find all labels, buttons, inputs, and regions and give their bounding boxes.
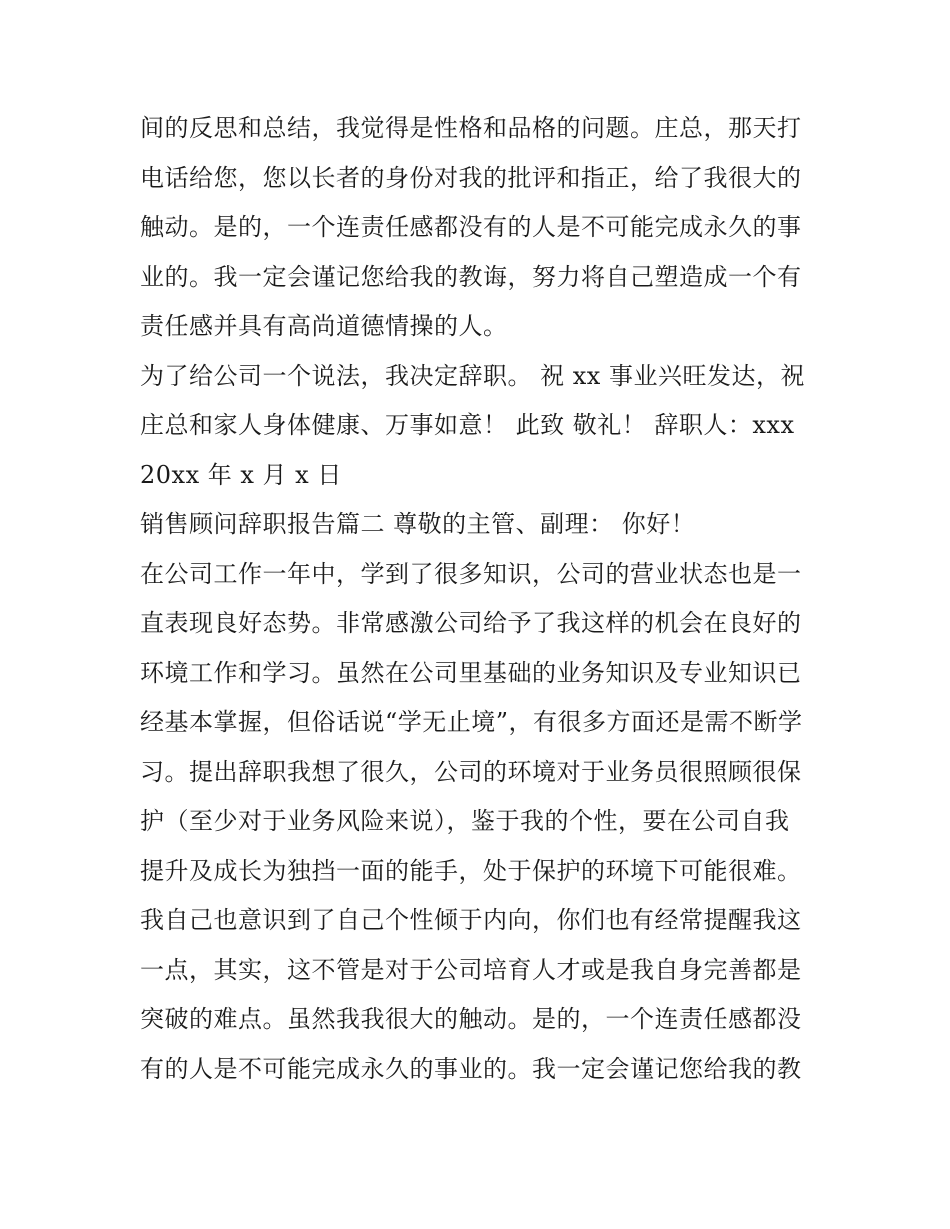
text-line: 我自己也意识到了自己个性倾于内向，你们也有经常提醒我这	[140, 906, 802, 934]
document-body	[140, 104, 820, 1094]
text-line: 触动。是的，一个连责任感都没有的人是不可能完成永久的事	[140, 213, 802, 241]
text-line: 一点，其实，这不管是对于公司培育人才或是我自身完善都是	[140, 955, 802, 984]
text-line: 间的反思和总结，我觉得是性格和品格的问题。庄总，那天打	[140, 114, 802, 142]
text-line: 护（至少对于业务风险来说），鉴于我的个性，要在公司自我	[140, 807, 790, 835]
text-line: 环境工作和学习。虽然在公司里基础的业务知识及专业知识已	[140, 658, 802, 687]
text-line: 业的。我一定会谨记您给我的教诲，努力将自己塑造成一个有	[140, 262, 802, 291]
section-heading: 销售顾问辞职报告篇二 尊敬的主管、副理： 你好！	[140, 510, 696, 538]
text-line: 在公司工作一年中，学到了很多知识，公司的营业状态也是一	[140, 559, 802, 588]
text-line: 经基本掌握，但俗话说“学无止境”，有很多方面还是需不断学	[140, 708, 803, 736]
text-line: 庄总和家人身体健康、万事如意！ 此致 敬礼！ 辞职人：xxx	[140, 411, 795, 439]
text-line: 为了给公司一个说法，我决定辞职。 祝 xx 事业兴旺发达，祝	[140, 361, 805, 390]
text-line: 直表现良好态势。非常感激公司给予了我这样的机会在良好的	[140, 609, 802, 637]
date-line: 20xx 年 x 月 x 日	[140, 460, 342, 489]
text-line: 习。提出辞职我想了很久，公司的环境对于业务员很照顾很保	[140, 757, 802, 786]
text-line: 提升及成长为独挡一面的能手，处于保护的环境下可能很难。	[140, 856, 802, 885]
text-line: 责任感并具有高尚道德情操的人。	[140, 312, 508, 340]
text-line: 突破的难点。虽然我我很大的触动。是的，一个连责任感都没	[140, 1005, 802, 1033]
text-line: 有的人是不可能完成永久的事业的。我一定会谨记您给我的教	[140, 1054, 802, 1083]
text-line: 电话给您，您以长者的身份对我的批评和指正，给了我很大的	[140, 163, 802, 192]
